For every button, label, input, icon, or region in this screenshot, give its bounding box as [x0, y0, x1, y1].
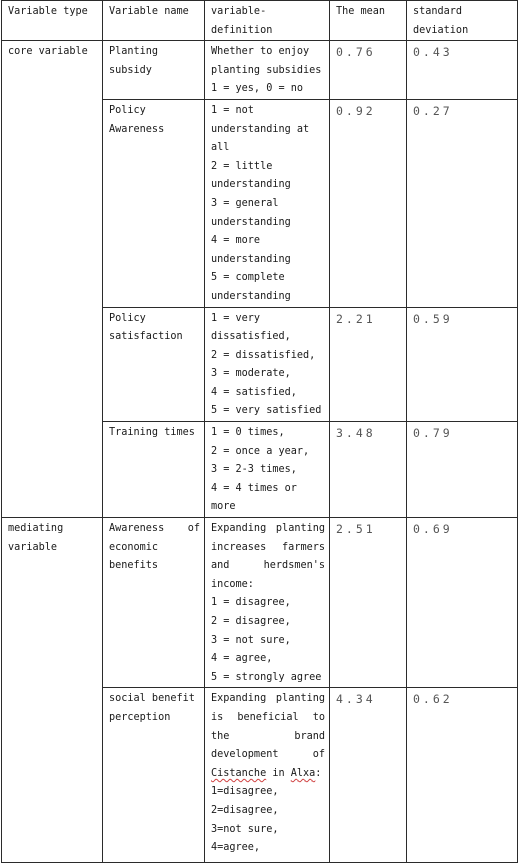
header-variable-type: Variable type [2, 1, 103, 41]
header-row [2, 1, 518, 41]
definition-line: 1 = yes, 0 = no [211, 83, 304, 95]
row-name: Policy Awareness [103, 99, 205, 307]
table-row [2, 41, 518, 100]
definition-line: 5 = strongly agree [211, 671, 322, 683]
definition-text: in [266, 767, 291, 779]
definition-line: 3 = 2-3 times, [211, 464, 297, 476]
row-sd: 0.69 [407, 518, 518, 688]
definition-line: 3 = not sure, [211, 634, 291, 646]
definition-line: 4 = satisfied, [211, 386, 297, 398]
row-mean: 3.48 [330, 422, 407, 518]
row-mean: 2.21 [330, 307, 407, 422]
definition-line: 5 = complete understanding [211, 272, 291, 302]
row-definition [205, 518, 330, 688]
definition-line: 3 = moderate, [211, 368, 291, 380]
row-name: Planting subsidy [103, 41, 205, 100]
row-name: Policy satisfaction [103, 307, 205, 422]
definition-line: 2=disagree, [211, 804, 279, 816]
row-definition [205, 422, 330, 518]
definition-line: 4 = more understanding [211, 235, 291, 265]
row-definition [205, 307, 330, 422]
row-mean: 2.51 [330, 518, 407, 688]
spellcheck-word: Cistanche [211, 767, 267, 779]
header-variable-definition: variable-definition [205, 1, 330, 41]
group-type-mediating: mediating variable [2, 518, 103, 863]
definition-line: 1 = not understanding at all [211, 104, 310, 154]
definition-line: 1 = very dissatisfied, [211, 312, 291, 343]
definition-line: Whether to enjoy planting subsidies [211, 46, 322, 76]
header-mean: The mean [330, 1, 407, 41]
spellcheck-word: Alxa [290, 767, 316, 779]
row-sd: 0.62 [407, 688, 518, 863]
definition-text: Expanding planting is beneficial to the brand development of [211, 693, 325, 761]
row-sd: 0.27 [407, 99, 518, 307]
definition-line: 4=agree, [211, 842, 261, 854]
row-definition [205, 41, 330, 100]
group-type-core: core variable [2, 41, 103, 518]
row-definition [205, 99, 330, 307]
definition-line [211, 690, 325, 783]
definition-line: 2 = disagree, [211, 616, 291, 627]
row-sd: 0.79 [407, 422, 518, 518]
definition-line: 2 = once a year, [211, 445, 310, 457]
definition-line: 3=not sure, [211, 823, 279, 835]
row-sd: 0.43 [407, 41, 518, 100]
row-mean: 0.76 [330, 41, 407, 100]
definition-line: 1=disagree, [211, 786, 279, 798]
definition-line: 3 = general understanding [211, 197, 291, 228]
header-variable-name: Variable name [103, 1, 205, 41]
header-standard-deviation: standard deviation [407, 1, 518, 41]
row-sd: 0.59 [407, 307, 518, 422]
definition-line: 4 = 4 times or more [211, 482, 297, 513]
definition-text: : [315, 767, 322, 779]
definition-line: 5 = very satisfied [211, 405, 322, 417]
row-definition [205, 688, 330, 863]
row-name: social benefit perception [103, 688, 205, 863]
row-mean: 4.34 [330, 688, 407, 863]
definition-line: Expanding planting increases farmers and herdsmen's income: [211, 523, 325, 590]
table-row [2, 518, 518, 688]
variables-table [1, 0, 518, 863]
definition-line: 2 = dissatisfied, [211, 349, 316, 361]
definition-line: 2 = little understanding [211, 160, 291, 191]
row-name: Training times [103, 422, 205, 518]
definition-line: 4 = agree, [211, 653, 273, 665]
row-name: Awareness of economic benefits [103, 518, 205, 688]
row-mean: 0.92 [330, 99, 407, 307]
definition-line: 1 = 0 times, [211, 427, 285, 439]
definition-line: 1 = disagree, [211, 597, 291, 609]
